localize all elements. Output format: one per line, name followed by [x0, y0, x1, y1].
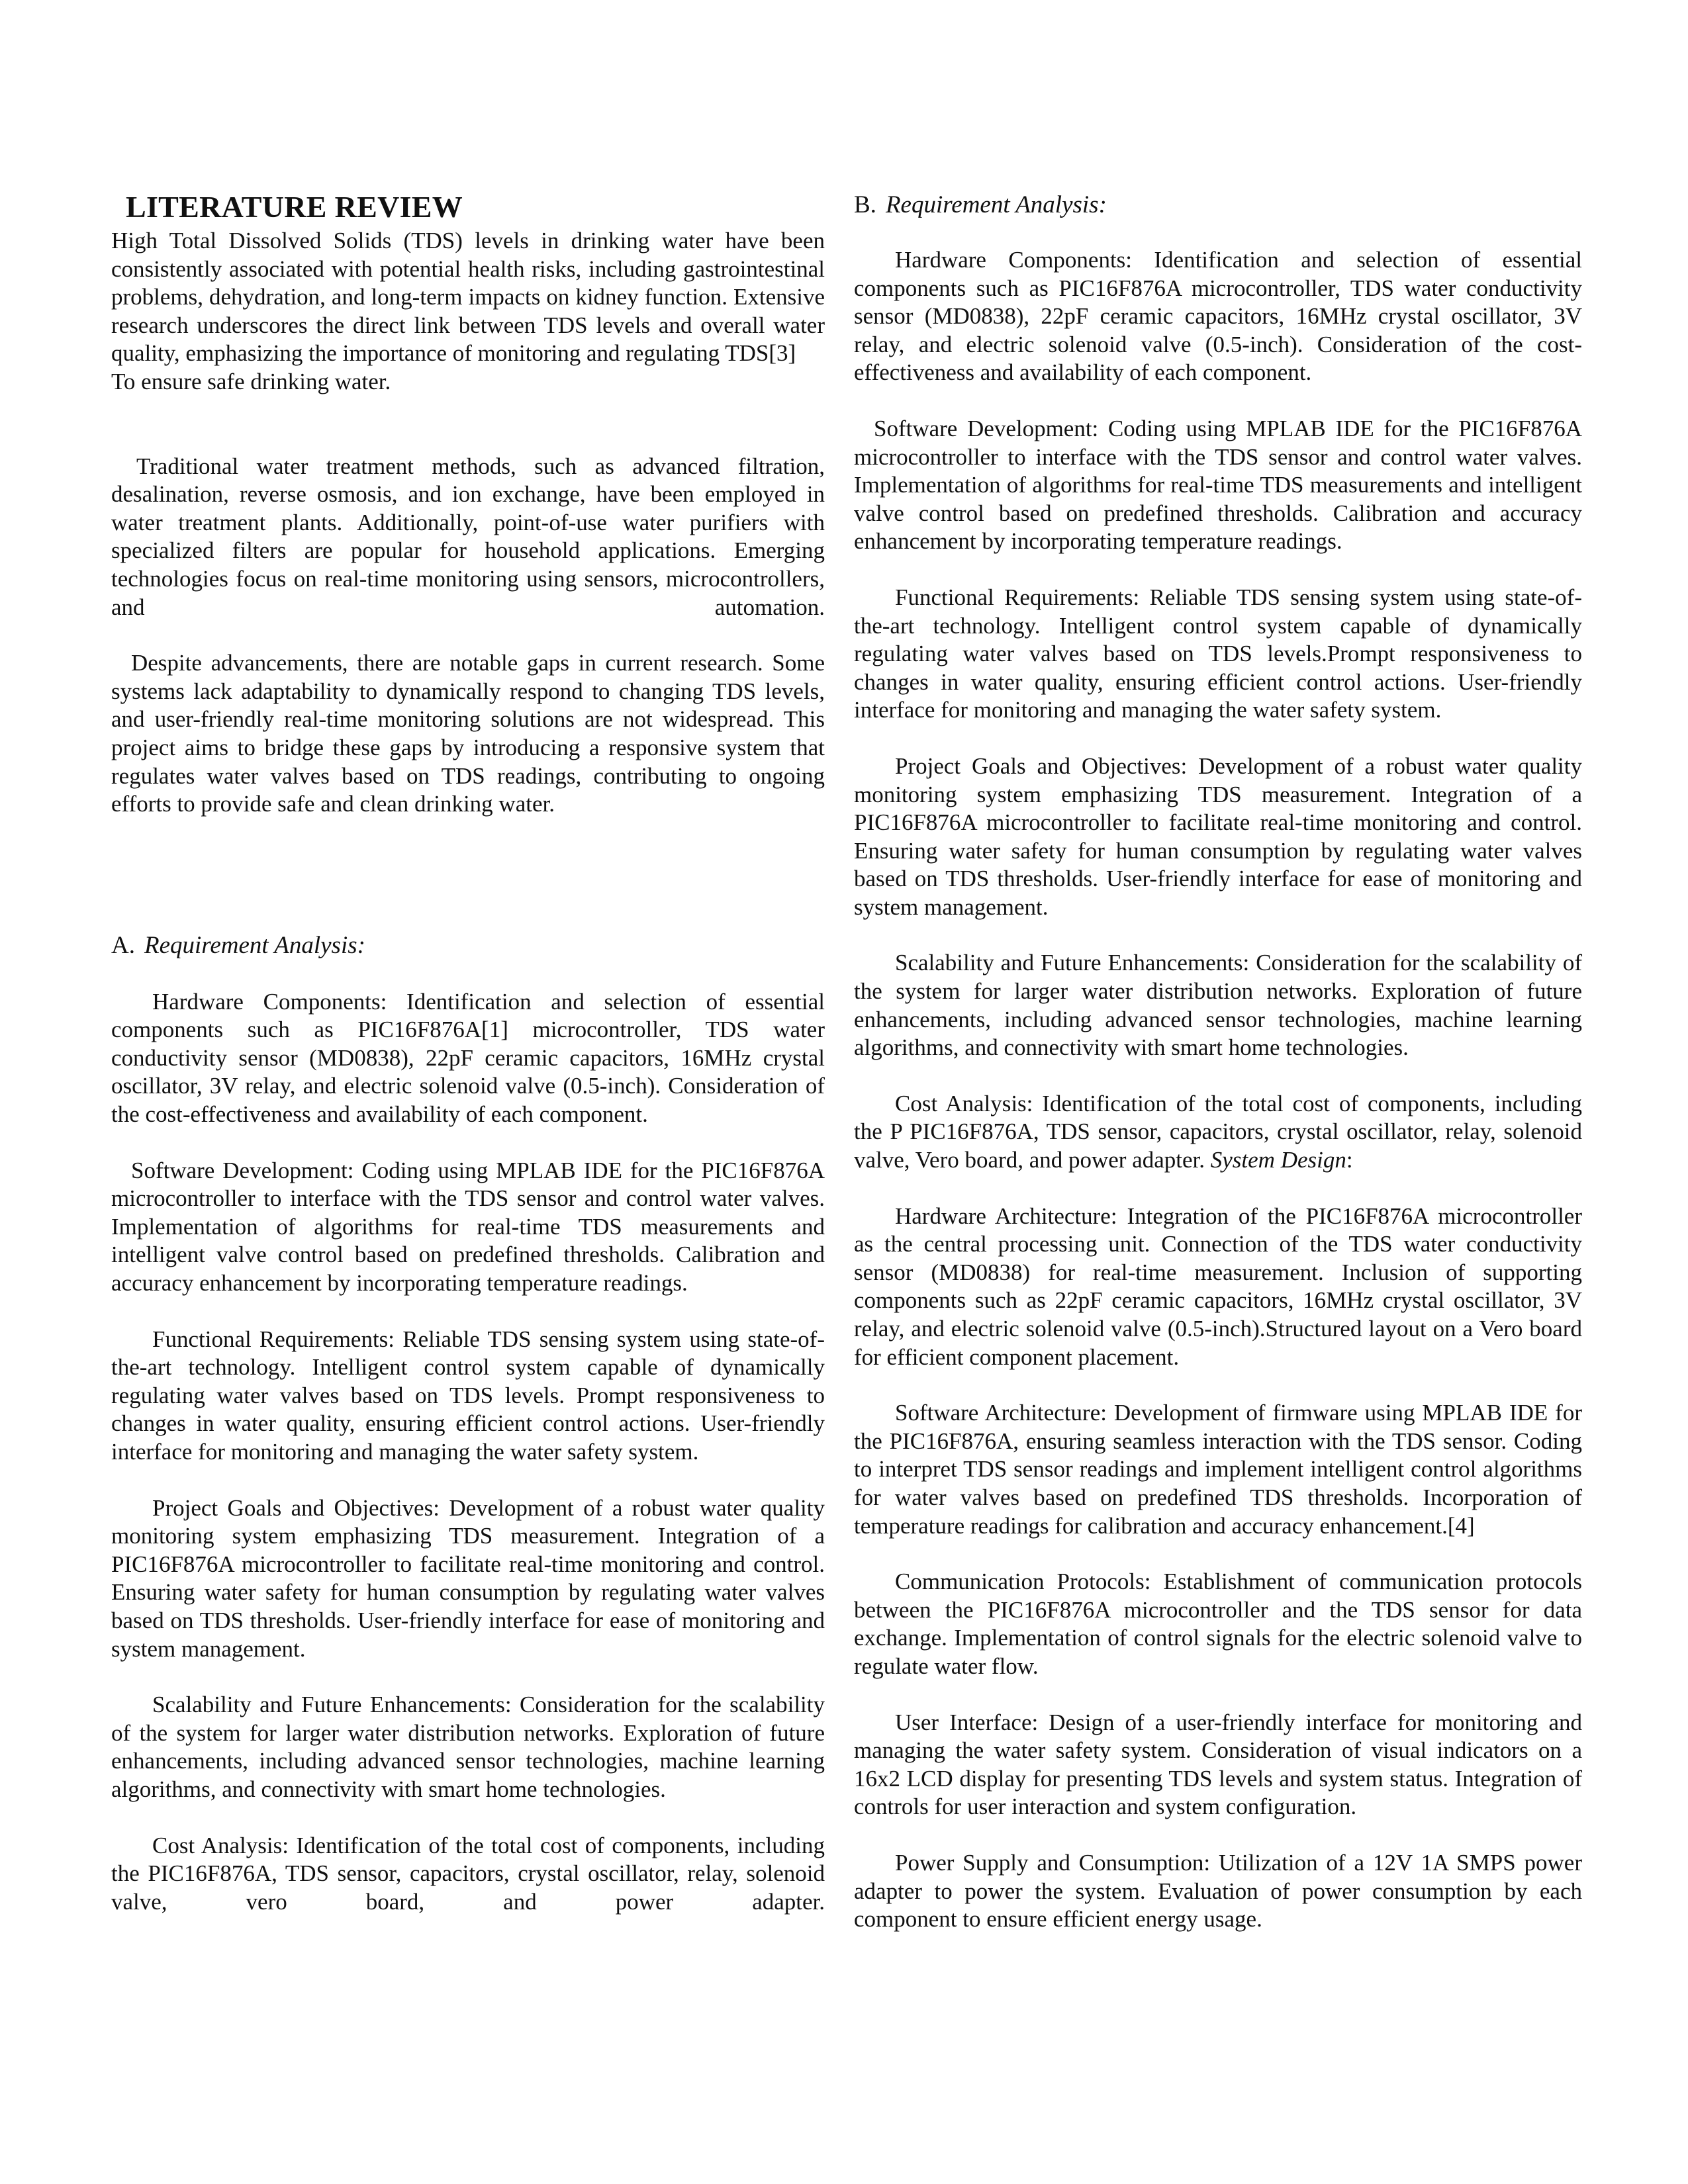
left-software-development-paragraph: Software Development: Coding using MPLAB IDE for the PIC16F876A microcontroller to interface with the TDS sensor and control water valves. Implementation of algorithms for real-time TDS measurements and intelligent valve control based on predefined thresholds. Calibration and accuracy enhancement by incorporating temperature readings.	[111, 1157, 825, 1297]
section-a-heading	[111, 931, 825, 960]
left-hardware-components-paragraph: Hardware Components: Identification and selection of essential components such as PIC16F876A[1] microcontroller, TDS water conductivity sensor (MD0838), 22pF ceramic capacitors, 16MHz crystal oscillator, 3V relay, and electric solenoid valve (0.5-inch). Consideration of the cost-effectiveness and availability of each component.	[111, 988, 825, 1128]
left-cost-analysis-paragraph: Cost Analysis: Identification of the total cost of components, including the PIC16F876A, TDS sensor, capacitors, crystal oscillator, relay, solenoid valve, vero board, and power adapter.	[111, 1832, 825, 1915]
right-cost-analysis-text: Cost Analysis: Identification of the total cost of components, including the P PIC16F876A, TDS sensor, capacitors, crystal oscillator, relay, solenoid valve, Vero board, and power adapter.	[854, 1090, 1582, 1173]
right-hardware-components-paragraph: Hardware Components: Identification and selection of essential components such as PIC16F876A microcontroller, TDS water conductivity sensor (MD0838), 22pF ceramic capacitors, 16MHz crystal oscillator, 3V relay, and electric solenoid valve (0.5-inch). Consideration of the cost-effectiveness and availability of each component.	[854, 247, 1582, 386]
right-functional-requirements-paragraph: Functional Requirements: Reliable TDS sensing system using state-of-the-art technology. Intelligent control system capable of dynamically regulating water valves based on TDS levels.Prompt responsiveness to changes in water quality, ensuring efficient control actions. User-friendly interface for monitoring and managing the water safety system.	[854, 584, 1582, 723]
left-scalability-paragraph: Scalability and Future Enhancements: Consideration for the scalability of the system for larger water distribution networks. Exploration of future enhancements, including advanced sensor technologies, machine learning algorithms, and connectivity with smart home technologies.	[111, 1692, 825, 1802]
right-project-goals-paragraph: Project Goals and Objectives: Development of a robust water quality monitoring system emphasizing TDS measurement. Integration of a PIC16F876A microcontroller to facilitate real-time monitoring and control. Ensuring water safety for human consumption by regulating water valves based on TDS thresholds. User-friendly interface for ease of monitoring and system management.	[854, 752, 1582, 920]
page-heading: LITERATURE REVIEW	[126, 190, 463, 224]
section-a-title: Requirement Analysis:	[144, 931, 365, 959]
power-supply-paragraph: Power Supply and Consumption: Utilization of a 12V 1A SMPS power adapter to power the system. Evaluation of power consumption by each component to ensure efficient energy usage.	[854, 1849, 1582, 1933]
system-design-label: System Design	[1210, 1147, 1346, 1173]
section-a-letter: A.	[111, 931, 135, 959]
intro-paragraph: High Total Dissolved Solids (TDS) levels in drinking water have been consistently associated with potential health risks, including gastrointestinal problems, dehydration, and long-term impacts on kidney function. Extensive research underscores the direct link between TDS levels and overall water quality, emphasizing the importance of monitoring and regulating TDS[3]	[111, 228, 825, 367]
section-b-heading	[854, 191, 1582, 220]
system-design-colon: :	[1346, 1147, 1353, 1173]
right-column	[854, 0, 1582, 1934]
right-cost-analysis-paragraph	[854, 1090, 1582, 1175]
left-column	[111, 0, 825, 1916]
hardware-architecture-paragraph: Hardware Architecture: Integration of the PIC16F876A microcontroller as the central processing unit. Connection of the TDS water conductivity sensor (MD0838) for real-time measurement. Inclusion of supporting components such as 22pF ceramic capacitors, 16MHz crystal oscillator, 3V relay, and electric solenoid valve (0.5-inch).Structured layout on a Vero board for efficient component placement.	[854, 1203, 1582, 1370]
section-b-letter: B.	[854, 191, 876, 218]
section-b-title: Requirement Analysis:	[885, 191, 1107, 218]
right-scalability-paragraph: Scalability and Future Enhancements: Consideration for the scalability of the system for larger water distribution networks. Exploration of future enhancements, including advanced sensor technologies, machine learning algorithms, and connectivity with smart home technologies.	[854, 950, 1582, 1061]
traditional-methods-paragraph: Traditional water treatment methods, such as advanced filtration, desalination, reverse osmosis, and ion exchange, have been employed in water treatment plants. Additionally, point-of-use water purifiers with specialized filters are popular for household applications. Emerging technologies focus on real-time monitoring using sensors, microcontrollers, and automation.	[111, 453, 825, 620]
left-project-goals-paragraph: Project Goals and Objectives: Development of a robust water quality monitoring system emphasizing TDS measurement. Integration of a PIC16F876A microcontroller to facilitate real-time monitoring and control. Ensuring water safety for human consumption by regulating water valves based on TDS thresholds. User-friendly interface for ease of monitoring and system management.	[111, 1494, 825, 1662]
communication-protocols-paragraph: Communication Protocols: Establishment of communication protocols between the PIC16F876A microcontroller and the TDS sensor for data exchange. Implementation of control signals for the electric solenoid valve to regulate water flow.	[854, 1569, 1582, 1679]
left-functional-requirements-paragraph: Functional Requirements: Reliable TDS sensing system using state-of-the-art technology. Intelligent control system capable of dynamically regulating water valves based on TDS levels. Prompt responsiveness to changes in water quality, ensuring efficient control actions. User-friendly interface for monitoring and managing the water safety system.	[111, 1326, 825, 1465]
right-software-development-paragraph: Software Development: Coding using MPLAB IDE for the PIC16F876A microcontroller to interface with the TDS sensor and control water valves. Implementation of algorithms for real-time TDS measurements and intelligent valve control based on predefined thresholds. Calibration and accuracy enhancement by incorporating temperature readings.	[854, 415, 1582, 555]
intro-closing-line: To ensure safe drinking water.	[111, 368, 391, 394]
user-interface-paragraph: User Interface: Design of a user-friendly interface for monitoring and managing the water safety system. Consideration of visual indicators on a 16x2 LCD display for presenting TDS levels and system status. Integration of controls for user interaction and system configuration.	[854, 1709, 1582, 1820]
software-architecture-paragraph: Software Architecture: Development of firmware using MPLAB IDE for the PIC16F876A, ensuring seamless interaction with the TDS sensor. Coding to interpret TDS sensor readings and implement intelligent control algorithms for water valves based on predefined TDS thresholds. Incorporation of temperature readings for calibration and accuracy enhancement.[4]	[854, 1400, 1582, 1539]
research-gaps-paragraph: Despite advancements, there are notable gaps in current research. Some systems lack adaptability to dynamically respond to changing TDS levels, and user-friendly real-time monitoring solutions are not widespread. This project aims to bridge these gaps by introducing a responsive system that regulates water valves based on TDS readings, contributing to ongoing efforts to provide safe and clean drinking water.	[111, 650, 825, 817]
